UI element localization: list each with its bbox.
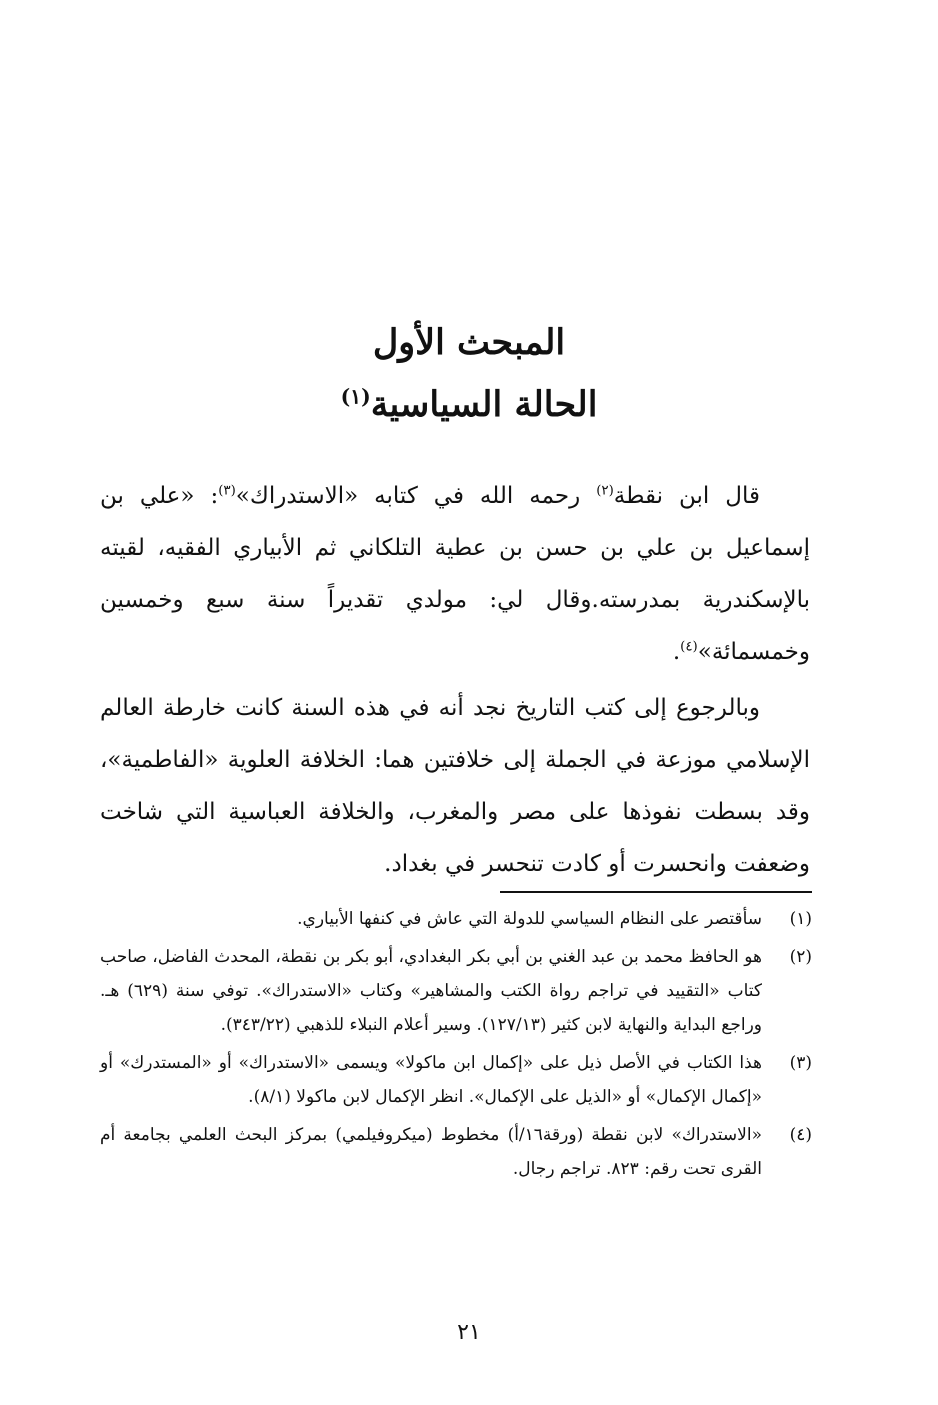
chapter-heading-text: المبحث الأول (372, 322, 566, 363)
footnote-number: (٣) (789, 1053, 812, 1073)
footnote-text: هذا الكتاب في الأصل ذيل على «إكمال ابن ماكولا» ويسمى «الاستدراك» أو «المستدرك» أو «إكمال الإكمال» أو «الذيل على الإكمال». انظر الإكمال لابن ماكولا (٨/١). (100, 1053, 762, 1107)
footnote-2 (100, 940, 812, 1042)
page-number: ٢١ (457, 1320, 481, 1345)
paragraph-1 (100, 470, 810, 678)
chapter-heading (0, 318, 938, 368)
footnote-number: (١) (789, 909, 812, 929)
paragraph-1-part-4: . (672, 639, 681, 665)
footnote-text: هو الحافظ محمد بن عبد الغني بن أبي بكر البغدادي، أبو بكر بن نقطة، المحدث الفاضل، صاحب كتاب «التقييد في تراجم رواة الكتب والمشاهير» وكتاب «الاستدراك». توفي سنة (٦٢٩) هـ. وراجع البداية والنهاية لابن كثير (١٢٧/١٣). وسير أعلام النبلاء للذهبي (٣٤٣/٢٢). (100, 947, 762, 1035)
footnote-4 (100, 1118, 812, 1186)
paragraph-1-part-1: قال ابن نقطة (613, 483, 760, 509)
section-heading (0, 380, 938, 430)
footnotes (100, 902, 812, 1190)
footnote-divider (500, 891, 812, 893)
footnote-text: «الاستدراك» لابن نقطة (ورقة١٦/أ) مخطوط (ميكروفيلمي) بمركز البحث العلمي بجامعة أم القرى تحت رقم: ٨٢٣. تراجم رجال. (100, 1125, 762, 1179)
section-footnote-ref: (١) (340, 384, 371, 409)
paragraph-2 (100, 682, 810, 890)
footnote-1 (100, 902, 812, 936)
footnote-text: سأقتصر على النظام السياسي للدولة التي عاش في كنفها الأبياري. (297, 909, 762, 929)
footnote-number: (٤) (789, 1125, 812, 1145)
paragraph-1-part-2: رحمه الله في كتابه «الاستدراك» (235, 483, 597, 509)
footnote-ref-3: (٣) (218, 483, 236, 499)
paragraph-2-text: وبالرجوع إلى كتب التاريخ نجد أنه في هذه السنة كانت خارطة العالم الإسلامي موزعة في الجملة إلى خلافتين هما: الخلافة العلوية «الفاطمية»، وقد بسطت نفوذها على مصر والمغرب، والخلافة العباسية التي شاخت وضعفت وانحسرت أو كادت تنحسر في بغداد. (100, 695, 810, 877)
footnote-ref-4: (٤) (680, 639, 698, 655)
footnote-ref-2: (٢) (596, 483, 614, 499)
footnote-3 (100, 1046, 812, 1114)
footnote-number: (٢) (789, 947, 812, 967)
paragraph-1-part-3: : «علي بن إسماعيل بن علي بن حسن بن عطية التلكاني ثم الأبياري الفقيه، لقيته بالإسكندرية بمدرسته.وقال لي: مولدي تقديراً سنة سبع وخمسين وخمسمائة» (100, 483, 810, 665)
section-heading-text: الحالة السياسية (370, 384, 598, 425)
